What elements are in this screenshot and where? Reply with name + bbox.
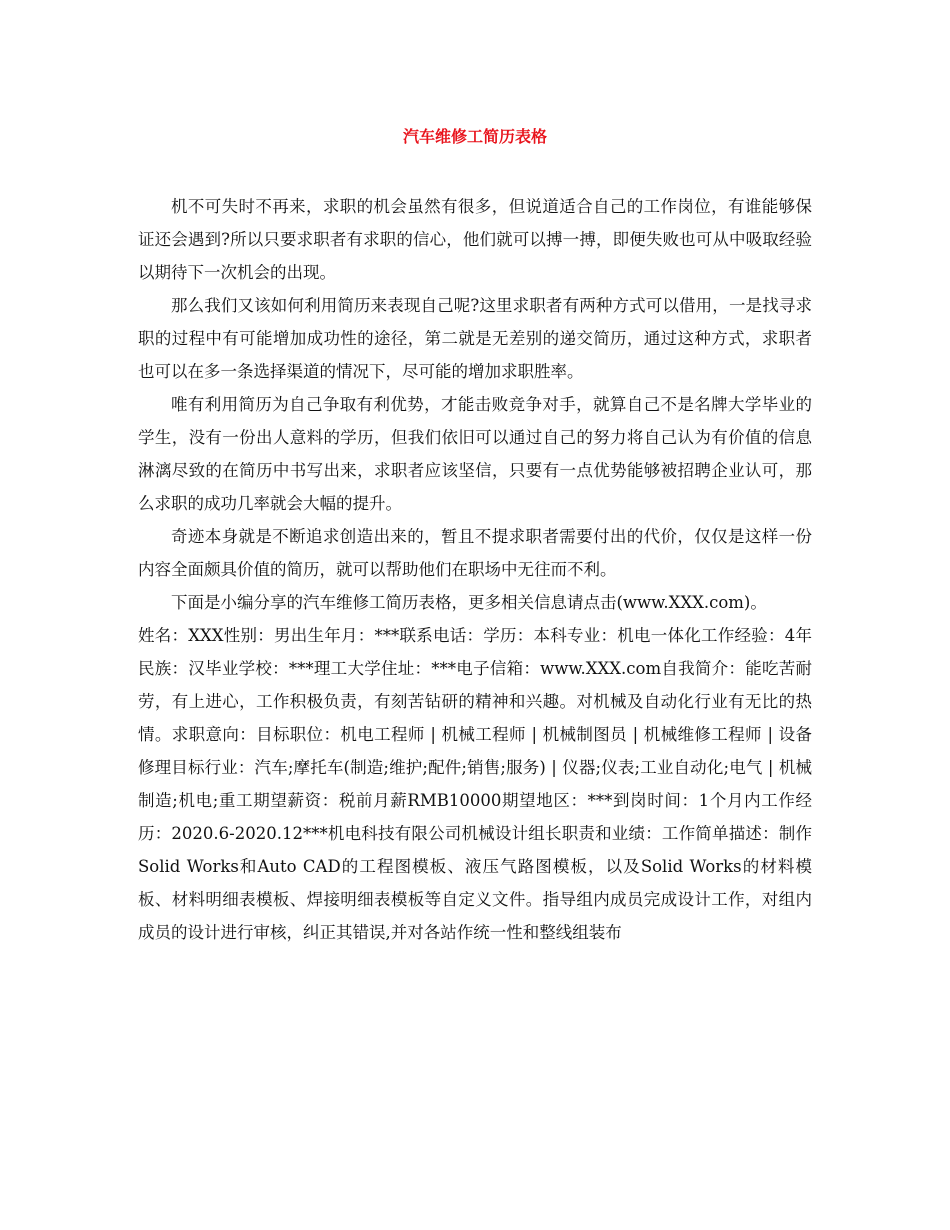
paragraph-advantage: 唯有利用简历为自己争取有利优势，才能击败竞争对手，就算自己不是名牌大学毕业的学生，没有一份出人意料的学历，但我们依旧可以通过自己的努力将自己认为有价值的信息淋漓尽致的在简历中书写出来，求职者应该坚信，只要有一点优势能够被招聘企业认可，那么求职的成功几率就会大幅的提升。 [138, 395, 812, 513]
paragraph-miracle: 奇迹本身就是不断追求创造出来的，暂且不提求职者需要付出的代价，仅仅是这样一份内容全面颇具价值的简历，就可以帮助他们在职场中无往而不利。 [138, 527, 812, 579]
paragraph-share: 下面是小编分享的汽车维修工简历表格，更多相关信息请点击(www.XXX.com)。 [171, 593, 767, 612]
document-body [138, 190, 812, 949]
document-title: 汽车维修工简历表格 [402, 127, 547, 146]
resume-details: 姓名：XXX性别：男出生年月：***联系电话：学历：本科专业：机电一体化工作经验：4年民族：汉毕业学校：***理工大学住址：***电子信箱：www.XXX.com自我简介：能吃苦耐劳，有上进心，工作积极负责，有刻苦钻研的精神和兴趣。对机械及自动化行业有无比的热情。求职意向：目标职位：机电工程师 | 机械工程师 | 机械制图员 | 机械维修工程师 | 设备修理目标行业：汽车;摩托车(制造;维护;配件;销售;服务) | 仪器;仪表;工业自动化;电气 | 机械制造;机电;重工期望薪资：税前月薪RMB10000期望地区：***到岗时间：1个月内工作经历：2020.6-2020.12***机电科技有限公司机械设计组长职责和业绩：工作简单描述：制作Solid Works和Auto CAD的工程图模板、液压气路图模板，以及Solid Works的材料模板、材料明细表模板、焊接明细表模板等自定义文件。指导组内成员完成设计工作，对组内成员的设计进行审核，纠正其错误,并对各站作统一性和整线组装布 [138, 626, 812, 942]
paragraph-intro: 机不可失时不再来，求职的机会虽然有很多，但说道适合自己的工作岗位，有谁能够保证还会遇到?所以只要求职者有求职的信心，他们就可以搏一搏，即便失败也可从中吸取经验以期待下一次机会的出现。 [138, 197, 812, 282]
paragraph-methods: 那么我们又该如何利用简历来表现自己呢?这里求职者有两种方式可以借用，一是找寻求职的过程中有可能增加成功性的途径，第二就是无差别的递交简历，通过这种方式，求职者也可以在多一条选择渠道的情况下，尽可能的增加求职胜率。 [138, 296, 812, 381]
